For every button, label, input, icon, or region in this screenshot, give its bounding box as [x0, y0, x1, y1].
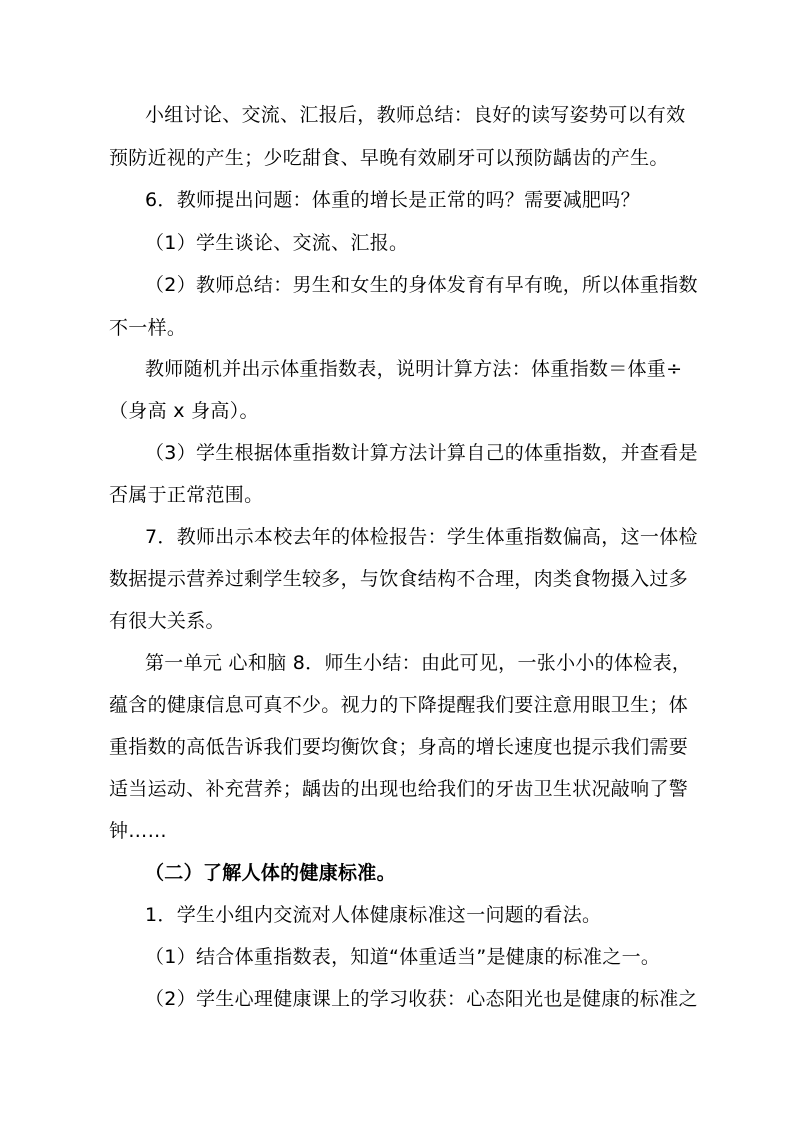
paragraph-step-8-line-2: 蕴含的健康信息可真不少。视力的下降提醒我们要注意用眼卫生；体	[109, 694, 689, 716]
paragraph-step-6-2-line-1: （2）教师总结：男生和女生的身体发育有早有晚，所以体重指数	[145, 274, 698, 296]
paragraph-step-8-line-5: 钟……	[109, 820, 167, 842]
paragraph-step-7-line-1: 7．教师出示本校去年的体检报告：学生体重指数偏高，这一体检	[145, 526, 698, 548]
section-heading-health-standards: （二）了解人体的健康标准。	[145, 862, 396, 884]
paragraph-step-7-line-2: 数据提示营养过剩学生较多，与饮食结构不合理，肉类食物摄入过多	[109, 568, 689, 590]
paragraph-step-1: 1．学生小组内交流对人体健康标准这一问题的看法。	[145, 904, 602, 926]
paragraph-bmi-formula-line-2: （身高 x 身高）。	[109, 400, 259, 422]
paragraph-step-8-line-4: 适当运动、补充营养；龋齿的出现也给我们的牙齿卫生状况敲响了警	[109, 778, 689, 800]
paragraph-step-8-line-1: 第一单元 心和脑 8．师生小结：由此可见，一张小小的体检表，	[145, 652, 692, 674]
paragraph-bmi-formula-line-1: 教师随机并出示体重指数表，说明计算方法：体重指数＝体重÷	[145, 358, 683, 380]
paragraph-step-8-line-3: 重指数的高低告诉我们要均衡饮食；身高的增长速度也提示我们需要	[109, 736, 689, 758]
paragraph-step-6-1: （1）学生谈论、交流、汇报。	[145, 232, 409, 254]
paragraph-step-6-3-line-2: 否属于正常范围。	[109, 484, 264, 506]
paragraph-summary-line-1: 小组讨论、交流、汇报后，教师总结：良好的读写姿势可以有效	[145, 104, 686, 126]
paragraph-summary-line-2: 预防近视的产生；少吃甜食、早晚有效刷牙可以预防龋齿的产生。	[109, 147, 669, 169]
paragraph-step-7-line-3: 有很大关系。	[109, 610, 225, 632]
paragraph-step-1-2: （2）学生心理健康课上的学习收获：心态阳光也是健康的标准之	[145, 988, 698, 1010]
paragraph-step-6-3-line-1: （3）学生根据体重指数计算方法计算自己的体重指数，并查看是	[145, 442, 698, 464]
paragraph-step-1-1: （1）结合体重指数表，知道“体重适当”是健康的标准之一。	[145, 946, 661, 968]
paragraph-step-6: 6．教师提出问题：体重的增长是正常的吗？需要减肥吗？	[145, 189, 640, 211]
paragraph-step-6-2-line-2: 不一样。	[109, 317, 187, 339]
